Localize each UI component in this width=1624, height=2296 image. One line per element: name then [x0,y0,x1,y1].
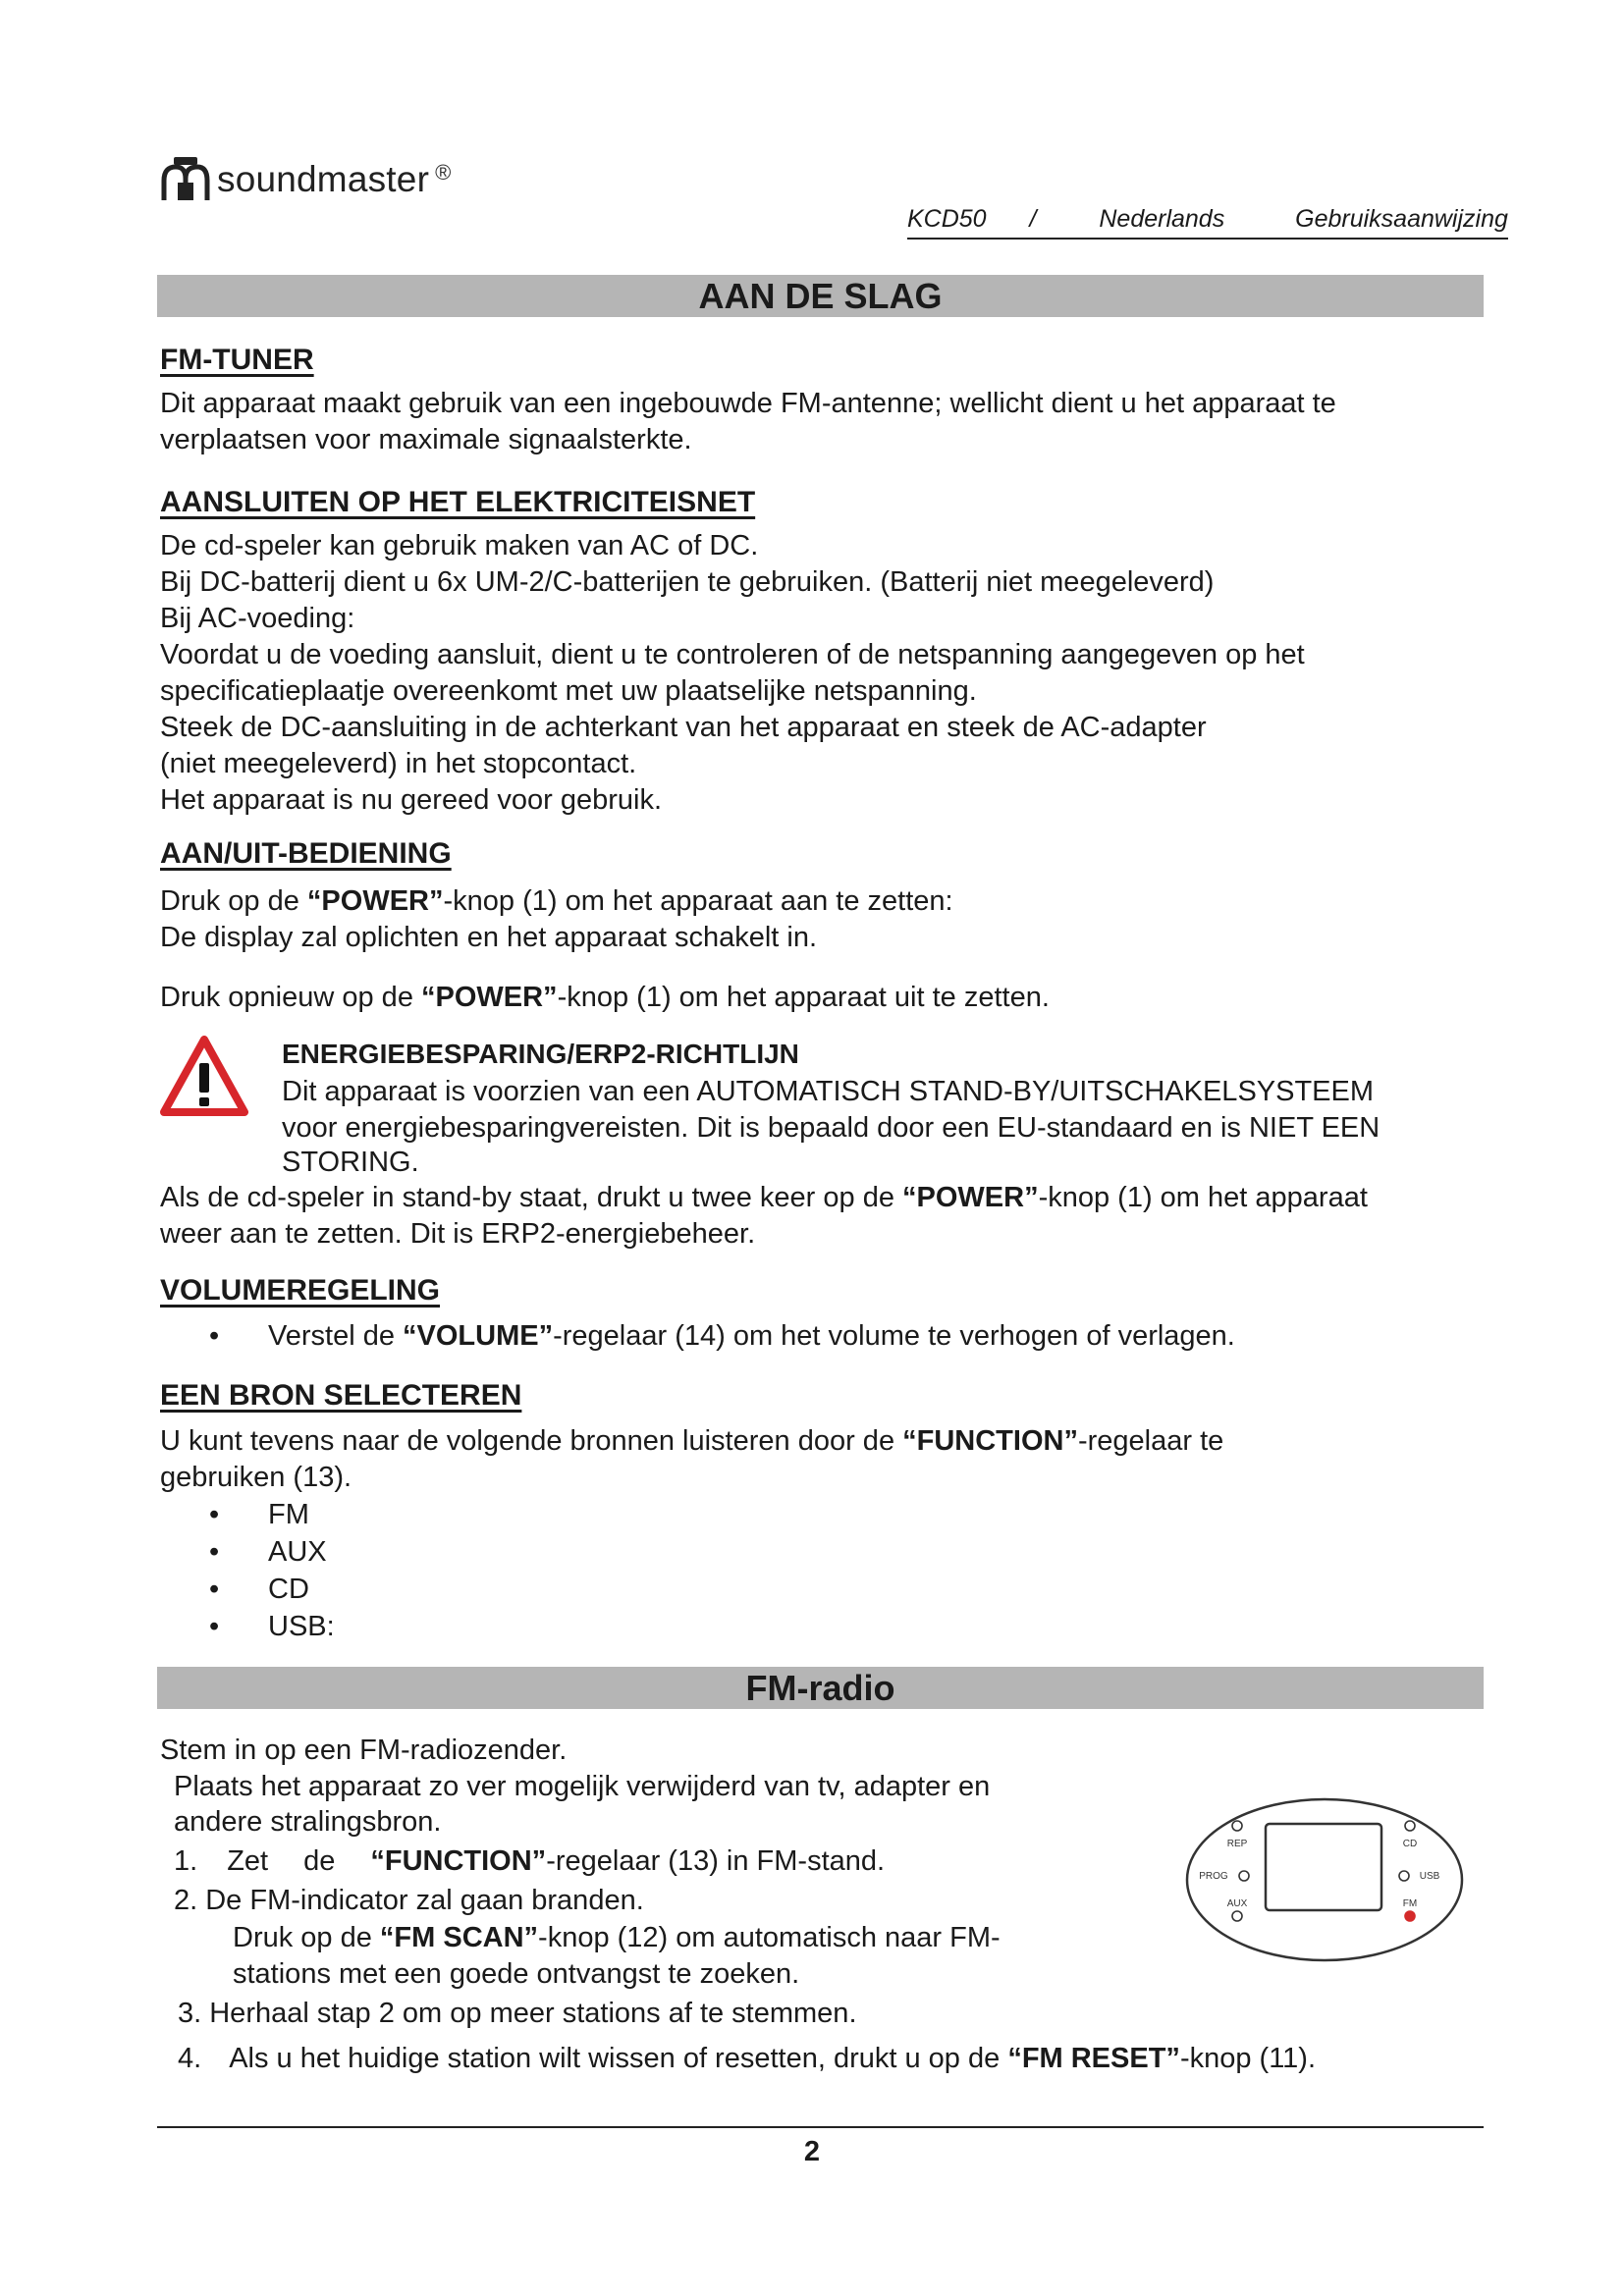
language-label: Nederlands [1099,205,1225,233]
source-item-aux: • AUX [209,1536,327,1568]
heading-on-off: AAN/UIT-BEDIENING [160,837,452,870]
fm-indicator-led [1405,1911,1415,1921]
fm-tuner-line-1: Dit apparaat maakt gebruik van een ingebouwde FM-antenne; wellicht dient u het apparaat te [160,388,1336,419]
registered-mark: ® [435,160,452,185]
soundmaster-logo-icon [160,157,211,202]
fm-step-2-scan: Druk op de “FM SCAN”-knop (12) om automatisch naar FM- [233,1922,1001,1953]
footer-divider [157,2126,1484,2128]
device-panel-illustration [1182,1794,1467,1965]
panel-label-cd: CD [1402,1839,1418,1849]
fm-intro: Stem in op een FM-radiozender. [160,1735,568,1766]
source-item-usb: • USB: [209,1611,335,1642]
document-header [907,205,1508,240]
standby-line-2: weer aan te zetten. Dit is ERP2-energiebeheer. [160,1218,756,1250]
warning-line-3: STORING. [282,1147,419,1178]
panel-label-aux: AUX [1226,1898,1248,1909]
source-item-fm: • FM [209,1499,309,1530]
fm-step-1: 1. Zet de “FUNCTION”-regelaar (13) in FM-stand. [174,1845,886,1877]
panel-label-prog: PROG [1199,1871,1228,1882]
fm-step-4: 4. Als u het huidige station wilt wissen of resetten, drukt u op de “FM RESET”-knop (11). [178,2043,1317,2074]
warning-title: ENERGIEBESPARING/ERP2-RICHTLIJN [282,1039,799,1069]
brand-logo [160,157,451,202]
logo-text: soundmaster [217,159,430,199]
standby-line-1: Als de cd-speler in stand-by staat, drukt u twee keer op de “POWER”-knop (1) om het apparaat [160,1182,1368,1213]
section-banner-fm-radio: FM-radio [157,1667,1484,1709]
power-line-1: De cd-speler kan gebruik maken van AC of DC. [160,530,759,561]
power-line-2: Bij DC-batterij dient u 6x UM-2/C-batterijen te gebruiken. (Batterij niet meegeleverd) [160,566,1215,598]
onoff-line-2: De display zal oplichten en het apparaat schakelt in. [160,922,818,953]
panel-label-fm: FM [1402,1898,1418,1909]
heading-fm-tuner: FM-TUNER [160,344,314,376]
warning-line-2: voor energiebesparingvereisten. Dit is bepaald door een EU-standaard en is NIET EEN [282,1112,1380,1144]
header-separator: / [1029,205,1037,233]
fm-step-3: 3. Herhaal stap 2 om op meer stations af te stemmen. [178,1998,857,2029]
source-line-2: gebruiken (13). [160,1462,352,1493]
doc-type-label: Gebruiksaanwijzing [1295,205,1508,233]
power-line-7: (niet meegeleverd) in het stopcontact. [160,748,637,779]
volume-bullet: • Verstel de “VOLUME”-regelaar (14) om het volume te verhogen of verlagen. [209,1320,1235,1352]
fm-step-2-scan-cont: stations met een goede ontvangst te zoeken. [233,1958,800,1990]
onoff-line-1: Druk op de “POWER”-knop (1) om het apparaat aan te zetten: [160,885,953,917]
section-banner-aan-de-slag: AAN DE SLAG [157,275,1484,317]
fm-step-2: 2. De FM-indicator zal gaan branden. [174,1885,644,1916]
warning-line-1: Dit apparaat is voorzien van een AUTOMATISCH STAND-BY/UITSCHAKELSYSTEEM [282,1076,1375,1107]
power-line-4: Voordat u de voeding aansluit, dient u te controleren of de netspanning aangegeven op het [160,639,1305,670]
fm-tuner-line-2: verplaatsen voor maximale signaalsterkte. [160,424,692,455]
heading-volume: VOLUMEREGELING [160,1274,441,1307]
fm-placement-line-2: andere stralingsbron. [174,1806,442,1838]
source-line-1: U kunt tevens naar de volgende bronnen luisteren door de “FUNCTION”-regelaar te [160,1425,1224,1457]
warning-triangle-icon [160,1036,248,1116]
power-line-8: Het apparaat is nu gereed voor gebruik. [160,784,663,816]
panel-label-rep: REP [1226,1839,1248,1849]
source-item-cd: • CD [209,1574,309,1605]
power-line-5: specificatieplaatje overeenkomt met uw plaatselijke netspanning. [160,675,977,707]
heading-power-connection: AANSLUITEN OP HET ELEKTRICITEISNET [160,486,756,518]
model-label: KCD50 [907,205,987,233]
page-number: 2 [803,2136,821,2167]
panel-label-usb: USB [1419,1871,1440,1882]
heading-select-source: EEN BRON SELECTEREN [160,1379,522,1412]
fm-placement-line-1: Plaats het apparaat zo ver mogelijk verwijderd van tv, adapter en [174,1771,991,1802]
onoff-line-3: Druk opnieuw op de “POWER”-knop (1) om het apparaat uit te zetten. [160,982,1050,1013]
power-line-6: Steek de DC-aansluiting in de achterkant van het apparaat en steek de AC-adapter [160,712,1207,743]
power-line-3: Bij AC-voeding: [160,603,355,634]
